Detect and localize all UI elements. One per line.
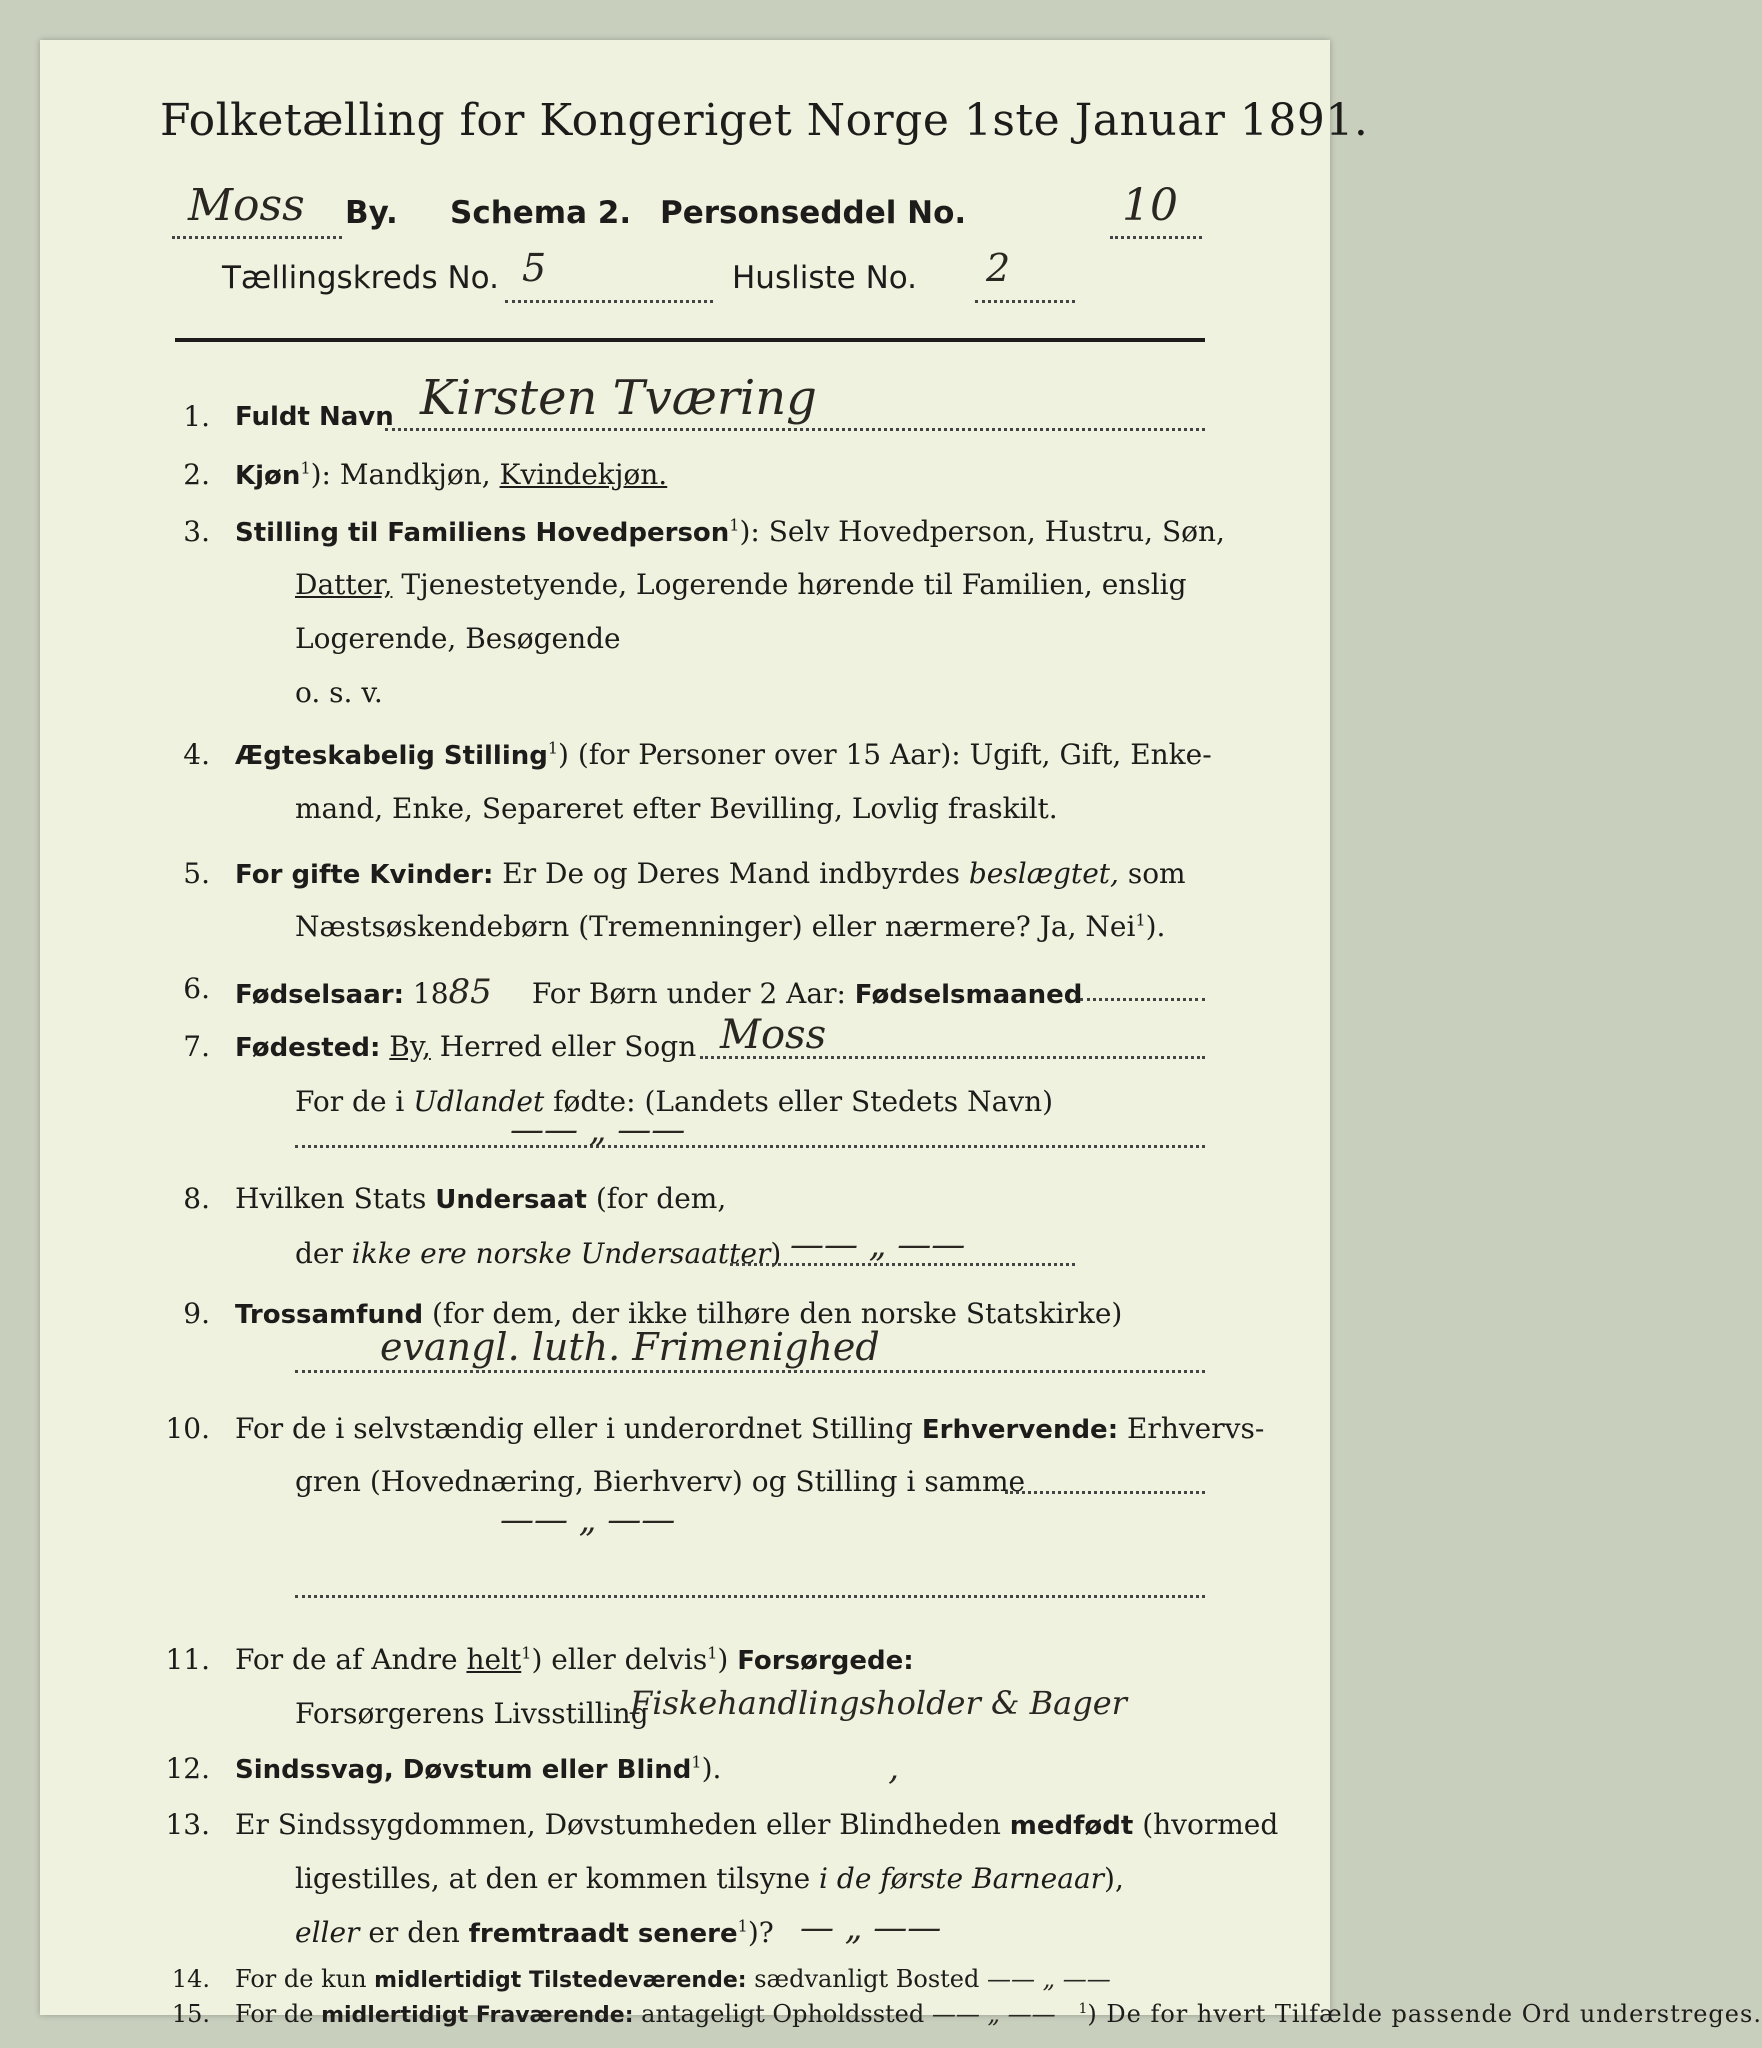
husliste-dotted-line [975,300,1075,303]
full-name-value: Kirsten Tværing [420,370,817,426]
item-2-line: Kjøn$^1$): Mandkjøn, Kvindekjøn. [235,458,668,491]
item-5-line-1: For gifte Kvinder: Er De og Deres Mand indbyrdes beslægtet, som [235,857,1186,890]
schema-label: Schema 2. [450,195,632,231]
item-1-label: Fuldt Navn [235,402,394,432]
item-5-number: 5. [183,857,210,890]
item-6-line: Fødselsaar: 1885 For Børn under 2 Aar: Fødselsmaaned [235,972,1083,1012]
husliste-number: 2 [986,246,1011,290]
item-12-number: 12. [165,1752,210,1785]
by-dotted-line [172,236,342,239]
item-15-number: 15. [171,2000,210,2028]
header-rule [175,338,1205,342]
item-13-line-2: ligestilles, at den er kommen tilsyne i de første Barneaar), [295,1862,1124,1895]
item-13-number: 13. [165,1808,210,1841]
item-3-line-3: Logerende, Besøgende [295,622,621,655]
item-10-number: 10. [165,1412,210,1445]
item-9-line-1: Trossamfund (for dem, der ikke tilhøre den norske Statskirke) [235,1297,1123,1330]
item-7-dotted-line-2 [295,1145,1205,1148]
kreds-number: 5 [522,246,547,290]
item-3-number: 3. [183,515,210,548]
item-9-number: 9. [183,1297,210,1330]
item-14-line-1: For de kun midlertidigt Tilstedeværende: sædvanligt Bosted —— „ —— [235,1965,1111,1993]
personseddel-dotted-line [1110,236,1202,239]
item-7-number: 7. [183,1030,210,1063]
item-4-line-2: mand, Enke, Separeret efter Bevilling, Lovlig fraskilt. [295,792,1058,825]
footnote-text: ) De for hvert Tilfælde passende Ord understreges. [1087,2000,1762,2028]
item-11-line-1: For de af Andre helt$^1$) eller delvis$^1$) Forsørgede: [235,1643,914,1676]
item-9-dotted-line [295,1370,1205,1373]
item-12-line: Sindssvag, Døvstum eller Blind$^1$). [235,1752,722,1785]
item-12-mark: ‚ [888,1748,899,1788]
item-7-ditto: —— „ —— [510,1110,686,1150]
item-13-ditto: — „ —— [800,1908,942,1948]
item-10-dotted-line [1005,1491,1205,1494]
item-7-line-2: For de i Udlandet fødte: (Landets eller Stedets Navn) [295,1085,1054,1118]
item-7-line-1: Fødested: By, Herred eller Sogn [235,1030,697,1063]
by-label: By. [345,195,398,231]
kreds-label: Tællingskreds No. [222,260,499,296]
item-8-number: 8. [183,1182,210,1215]
item-4-number: 4. [183,738,210,771]
item-6-dotted-line [1080,998,1205,1001]
item-10-dotted-line-2 [295,1595,1205,1598]
item-3-line-4: o. s. v. [295,676,383,709]
item-10-ditto: —— „ —— [500,1500,676,1540]
item-4-line-1: Ægteskabelig Stilling$^1$) (for Personer over 15 Aar): Ugift, Gift, Enke- [235,738,1212,771]
item-1-number: 1. [183,400,210,433]
item-11-number: 11. [165,1643,210,1676]
item-14-number: 14. [171,1965,210,1993]
item-10-line-1: For de i selvstændig eller i underordnet Stilling Erhvervende: Erhvervs- [235,1412,1265,1445]
item-6-number: 6. [183,972,210,1005]
item-3-line-2: Datter, Tjenestetyende, Logerende hørende til Familien, enslig [295,568,1187,601]
item-11-line-2: Forsørgerens Livsstilling [295,1697,649,1730]
by-handwritten: Moss [188,180,305,231]
husliste-label: Husliste No. [732,260,918,296]
item-8-line-2: der ikke ere norske Undersaatter) [295,1237,782,1270]
item-3-line-1: Stilling til Familiens Hovedperson$^1$): Selv Hovedperson, Hustru, Søn, [235,515,1225,548]
item-8-line-1: Hvilken Stats Undersaat (for dem, [235,1182,727,1215]
personseddel-number: 10 [1122,180,1178,231]
item-15-line-1: For de midlertidigt Fraværende: antageligt Opholdssted —— „ —— $^1$) De for hvert Tilfælde passende Ord understreges. [235,2000,1762,2028]
personseddel-label: Personseddel No. [660,195,967,231]
religion-value: evangl. luth. Frimenighed [380,1325,880,1369]
form-title: Folketælling for Kongeriget Norge 1ste Januar 1891. [160,95,1369,146]
kreds-dotted-line [505,300,713,303]
item-2-number: 2. [183,458,210,491]
provider-occupation-value: Fiskehandlingsholder & Bager [630,1684,1127,1722]
item-13-line-1: Er Sindssygdommen, Døvstumheden eller Blindheden medfødt (hvormed [235,1808,1279,1841]
item-10-line-2: gren (Hovednæring, Bierhverv) og Stilling i samme [295,1465,1026,1498]
item-8-ditto: —— „ —— [790,1225,966,1265]
item-13-line-3: eller er den fremtraadt senere$^1$)? [295,1916,774,1949]
birthplace-value: Moss [720,1012,827,1058]
item-1-dotted-line [385,428,1205,431]
item-5-line-2: Næstsøskendebørn (Tremenninger) eller nærmere? Ja, Nei$^1$). [295,910,1166,943]
